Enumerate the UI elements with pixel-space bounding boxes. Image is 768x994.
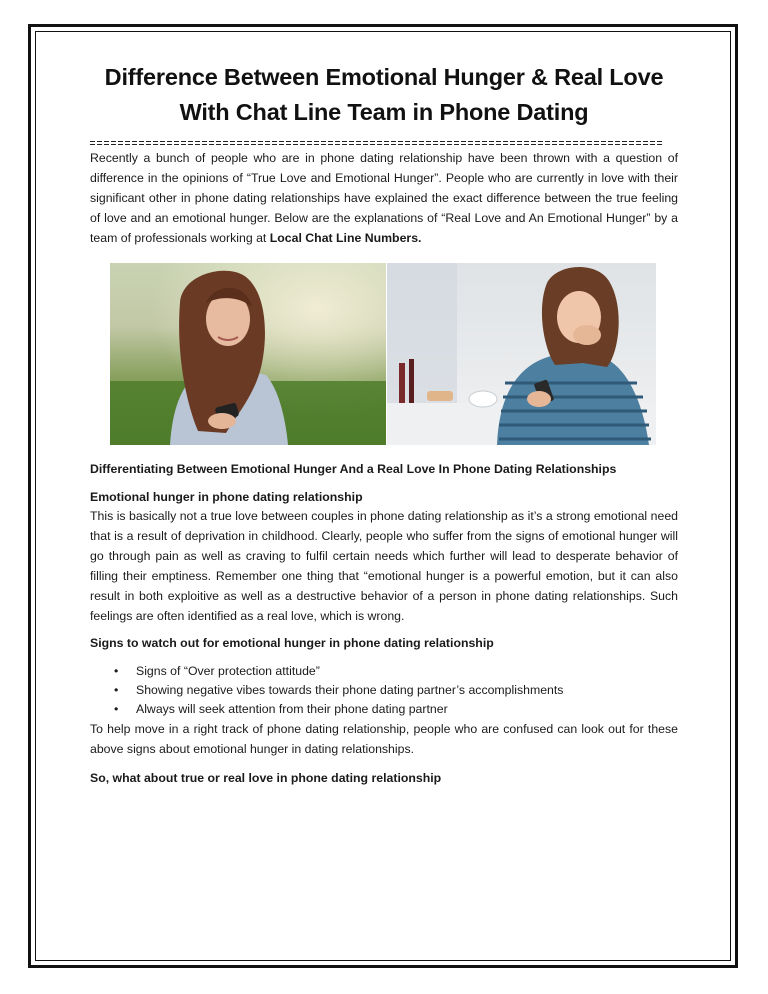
list-item [114,681,678,700]
heading-emotional-hunger: Emotional hunger in phone dating relationship [90,490,363,504]
document-title [90,60,678,130]
list-item-text: Signs of “Over protection attitude” [136,664,320,678]
title-line-2: With Chat Line Team in Phone Dating [179,99,589,125]
heading-differentiating: Differentiating Between Emotional Hunger And a Real Love In Phone Dating Relationships [90,462,617,476]
title-line-1: Difference Between Emotional Hunger & Real Love [104,64,664,90]
photo-strip [110,263,656,445]
document-page [90,60,678,787]
heading-signs: Signs to watch out for emotional hunger in phone dating relationship [90,636,494,650]
woman-with-phone-outdoors-photo [110,263,386,445]
intro-paragraph [90,148,678,248]
intro-text: Recently a bunch of people who are in phone dating relationship have been thrown with a question of difference in the opinions of “True Love and Emotional Hunger”. People who are currently in love with their significant other in phone dating relationships have explained the exact difference between the true feeling of love and an emotional hunger. Below are the explanations of “Real Love and An Emotional Hunger” by a team of professionals working at [90,151,678,245]
heading-true-love: So, what about true or real love in phone dating relationship [90,771,442,785]
bullet-icon: • [114,664,119,678]
list-item [114,662,678,681]
list-item-text: Showing negative vibes towards their phone dating partner’s accomplishments [136,683,564,697]
list-item-text: Always will seek attention from their phone dating partner [136,702,448,716]
bullet-icon: • [114,702,119,716]
paragraph-emotional-hunger: This is basically not a true love between couples in phone dating relationship as it’s a strong emotional need that is a result of deprivation in childhood. Clearly, people who suffer from the signs of emotional hunger will go through pain as well as craving to fulfil certain needs which further will lead to desperate behavior of filling their emptiness. Remember one thing that “emotional hunger is a powerful emotion, but it can also result in both exploitive as well as a destructive behavior of a person in phone dating relationships. Such feelings are often identified as a real love, which is wrong. [90,509,678,623]
bullet-icon: • [114,683,119,697]
paragraph-right-track: To help move in a right track of phone dating relationship, people who are confused can look out for these above signs about emotional hunger in dating relationships. [90,722,678,756]
signs-list [90,662,678,719]
woman-with-phone-at-table-photo [387,263,656,445]
chat-line-link[interactable]: Local Chat Line Numbers. [269,231,422,245]
list-item [114,700,678,719]
equals-separator [90,140,678,148]
